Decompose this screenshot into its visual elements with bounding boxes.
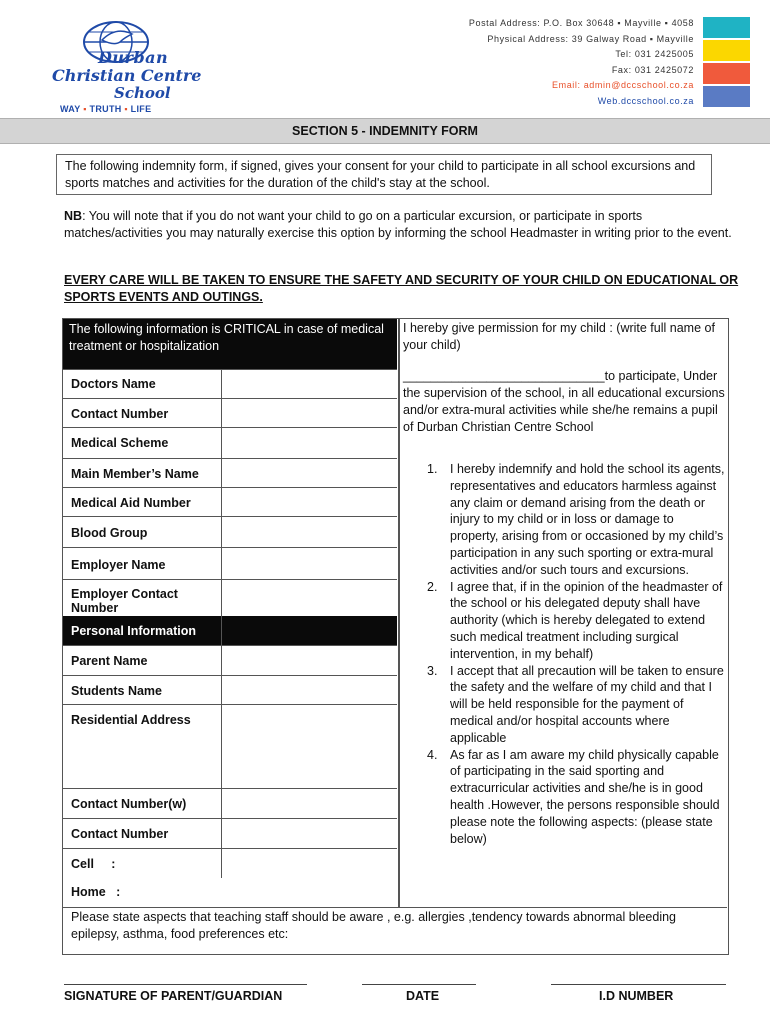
row-medical-scheme bbox=[63, 427, 397, 458]
field-medical-scheme[interactable] bbox=[221, 428, 397, 458]
field-contact-number[interactable] bbox=[221, 399, 397, 427]
logo-motto: WAY ▪ TRUTH ▪ LIFE bbox=[60, 104, 152, 114]
label-contact-number-2: Contact Number bbox=[71, 827, 169, 841]
label-personal-information: Personal Information bbox=[71, 624, 197, 638]
signature-parent[interactable] bbox=[64, 984, 307, 1003]
signature-parent-label: SIGNATURE OF PARENT/GUARDIAN bbox=[64, 989, 283, 1003]
label-home: Home : bbox=[71, 885, 121, 899]
field-doctors-name[interactable] bbox=[221, 370, 397, 398]
label-main-member: Main Member’s Name bbox=[71, 467, 199, 481]
field-contact-number-2[interactable] bbox=[221, 819, 397, 848]
logo-line-2: Christian Centre bbox=[52, 66, 202, 85]
indemnity-table bbox=[62, 318, 729, 955]
row-parent-name bbox=[63, 645, 397, 675]
website: Web.dccschool.co.za bbox=[597, 95, 694, 106]
label-blood-group: Blood Group bbox=[71, 526, 148, 540]
row-contact-number-w bbox=[63, 788, 397, 818]
clause-2: 2. I agree that, if in the opinion of the headmaster of the school or his delegated deputy shall have authority (which is hereby delegated to extend such medical treatment including surgical intervention, in my behalf) bbox=[427, 579, 723, 661]
label-doctors-name: Doctors Name bbox=[71, 377, 156, 391]
personal-information-cell bbox=[221, 616, 397, 645]
nb-text: : You will note that if you do not want your child to go on a particular excursion, or participate in sports matches/activities you may naturally exercise this option by informing the school Headmaster in writing prior to the event. bbox=[64, 209, 732, 240]
label-employer-contact: Employer Contact Number bbox=[71, 587, 178, 615]
field-employer-contact[interactable] bbox=[221, 580, 397, 616]
row-medical-aid-number bbox=[63, 487, 397, 516]
field-main-member[interactable] bbox=[221, 459, 397, 487]
row-students-name bbox=[63, 675, 397, 704]
clause-4: 4. As far as I am aware my child physically capable of participating in the said sporting and extracurricular activities and she/he is in good health .However, the persons responsible should please note the following aspects: (please state below) bbox=[427, 747, 720, 846]
school-logo bbox=[50, 14, 202, 114]
postal-address: Postal Address: P.O. Box 30648 ▪ Mayville ▪ 4058 bbox=[468, 18, 694, 28]
field-cell[interactable] bbox=[221, 849, 397, 878]
row-main-member bbox=[63, 458, 397, 487]
row-personal-information bbox=[63, 616, 397, 645]
row-contact-number-2 bbox=[63, 818, 397, 848]
field-employer-name[interactable] bbox=[221, 548, 397, 579]
care-notice: EVERY CARE WILL BE TAKEN TO ENSURE THE SAFETY AND SECURITY OF YOUR CHILD ON EDUCATIONAL OR SPORTS EVENTS AND OUTINGS. bbox=[64, 273, 739, 304]
swatch-blue bbox=[703, 86, 750, 107]
nb-note bbox=[64, 208, 740, 242]
critical-heading: The following information is CRITICAL in case of medical treatment or hospitalization bbox=[63, 319, 397, 369]
field-residential-address[interactable] bbox=[221, 705, 397, 788]
logo-line-3: School bbox=[114, 84, 171, 102]
label-cell: Cell : bbox=[71, 857, 116, 871]
aspects-field[interactable] bbox=[63, 907, 727, 944]
indemnity-clauses bbox=[403, 461, 725, 847]
field-medical-aid-number[interactable] bbox=[221, 488, 397, 516]
signature-date-line bbox=[362, 984, 476, 985]
swatch-yellow bbox=[703, 40, 750, 61]
section-title-bar bbox=[0, 118, 770, 144]
signature-id[interactable] bbox=[551, 984, 726, 1003]
swatch-orange bbox=[703, 63, 750, 84]
signature-id-label: I.D NUMBER bbox=[599, 989, 674, 1003]
field-blood-group[interactable] bbox=[221, 517, 397, 547]
row-doctors-name bbox=[63, 369, 397, 398]
aspects-prompt: Please state aspects that teaching staff should be aware , e.g. allergies ,tendency towards abnormal bleeding epilepsy, asthma, food preferences etc: bbox=[71, 910, 677, 941]
signature-id-line bbox=[551, 984, 726, 985]
swatch-teal bbox=[703, 17, 750, 38]
row-residential-address bbox=[63, 704, 397, 788]
column-divider bbox=[398, 319, 400, 907]
label-medical-aid-number: Medical Aid Number bbox=[71, 496, 191, 510]
telephone: Tel: 031 2425005 bbox=[615, 49, 694, 59]
row-employer-name bbox=[63, 547, 397, 579]
label-parent-name: Parent Name bbox=[71, 654, 148, 668]
permission-child-name: _____________________________to participate, Under the supervision of the school, in all educational excursions and/or extra-mural activities while she/he remains a pupil of Durban Christian Centre School bbox=[403, 369, 725, 434]
field-contact-number-w[interactable] bbox=[221, 789, 397, 818]
clause-3: 3. I accept that all precaution will be taken to ensure the safety and the welfare of my child and that I will be held responsible for the payment of medical and/or hospital accounts where applicable bbox=[427, 663, 724, 745]
field-parent-name[interactable] bbox=[221, 646, 397, 675]
email: Email: admin@dccschool.co.za bbox=[552, 80, 694, 90]
signature-parent-line bbox=[64, 984, 307, 985]
clause-1: 1. I hereby indemnify and hold the school its agents, representatives and educators harmless against any claim or demand arising from the death or injury to my child or in loss or damage to property, arising from or occasioned by my child’s participation in any such sporting or extra-mural activities and/or such tours and excursions. bbox=[427, 462, 725, 577]
fax: Fax: 031 2425072 bbox=[611, 64, 694, 75]
signature-date[interactable] bbox=[362, 984, 476, 1003]
row-employer-contact bbox=[63, 579, 397, 616]
color-swatches bbox=[703, 17, 750, 109]
label-residential-address: Residential Address bbox=[71, 713, 191, 727]
logo-line-1: Durban bbox=[98, 48, 169, 67]
intro-text: The following indemnity form, if signed, gives your consent for your child to participate in all school excursions and sports matches and activities for the duration of the child's stay at the school. bbox=[56, 154, 712, 195]
section-title: SECTION 5 - INDEMNITY FORM bbox=[292, 124, 478, 138]
permission-statement: I hereby give permission for my child : (write full name of your child) bbox=[403, 321, 715, 352]
contact-block bbox=[469, 16, 694, 109]
signature-date-label: DATE bbox=[406, 989, 440, 1003]
row-blood-group bbox=[63, 516, 397, 547]
row-cell bbox=[63, 848, 397, 878]
nb-label: NB bbox=[64, 209, 83, 223]
label-contact-number: Contact Number bbox=[71, 407, 169, 421]
label-contact-number-w: Contact Number(w) bbox=[71, 797, 187, 811]
label-students-name: Students Name bbox=[71, 684, 162, 698]
label-employer-name: Employer Name bbox=[71, 558, 166, 572]
label-medical-scheme: Medical Scheme bbox=[71, 436, 169, 450]
row-contact-number bbox=[63, 398, 397, 427]
physical-address: Physical Address: 39 Galway Road ▪ Mayville bbox=[487, 33, 694, 44]
field-students-name[interactable] bbox=[221, 676, 397, 704]
